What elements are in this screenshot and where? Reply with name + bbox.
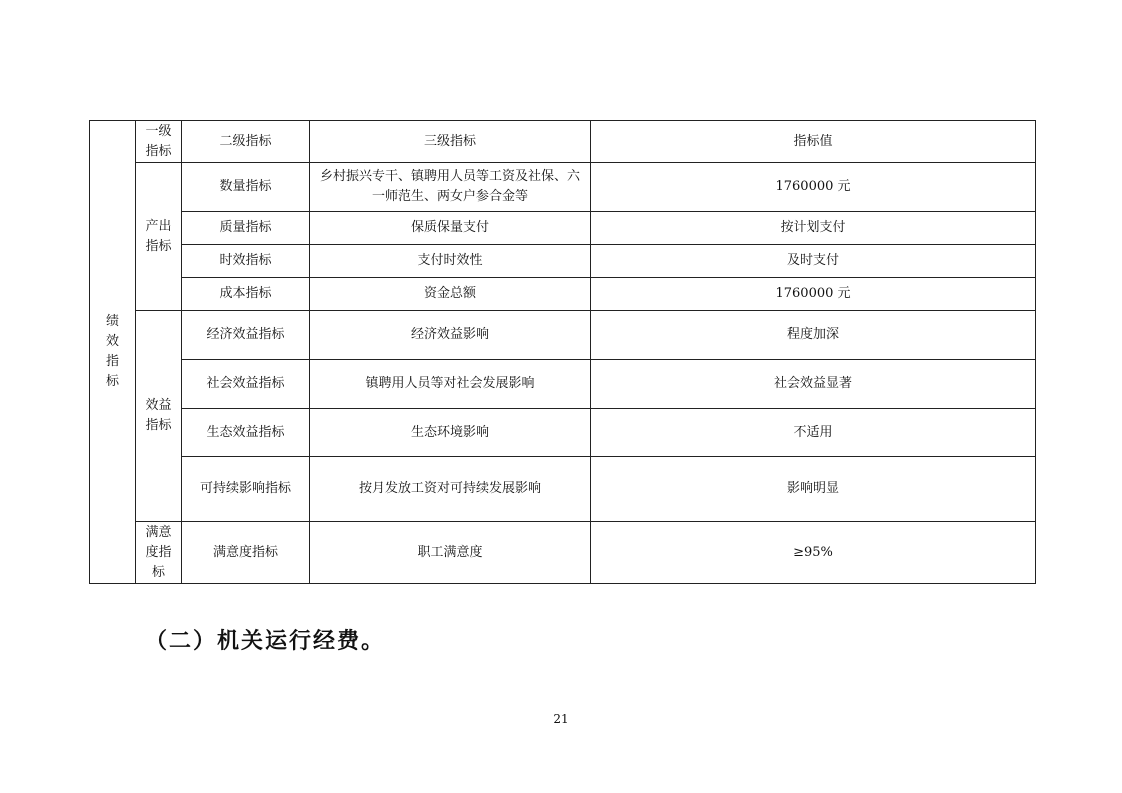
- level2-cell: 成本指标: [182, 278, 310, 311]
- level2-cell: 满意度指标: [182, 522, 310, 584]
- table-row: [90, 212, 1036, 245]
- value-cell: 程度加深: [591, 311, 1036, 360]
- level2-cell: 时效指标: [182, 245, 310, 278]
- value-cell: ≥95%: [591, 522, 1036, 584]
- value-cell: 影响明显: [591, 457, 1036, 522]
- value-cell: 社会效益显著: [591, 360, 1036, 409]
- header-level3: 三级指标: [310, 121, 591, 163]
- level2-cell: 质量指标: [182, 212, 310, 245]
- level3-cell: 按月发放工资对可持续发展影响: [310, 457, 591, 522]
- level2-cell: 经济效益指标: [182, 311, 310, 360]
- level3-cell: 资金总额: [310, 278, 591, 311]
- value-cell: 不适用: [591, 409, 1036, 457]
- group-benefit-label: 效益 指标: [136, 311, 182, 522]
- table-row: [90, 278, 1036, 311]
- header-level1: 一级 指标: [136, 121, 182, 163]
- value-cell: 按计划支付: [591, 212, 1036, 245]
- level3-cell: 经济效益影响: [310, 311, 591, 360]
- page-number: 21: [553, 712, 569, 726]
- header-value: 指标值: [591, 121, 1036, 163]
- value-cell: 1760000 元: [591, 163, 1036, 212]
- performance-indicator-table: [89, 120, 1036, 584]
- value-cell: 1760000 元: [591, 278, 1036, 311]
- table-row: [90, 522, 1036, 584]
- level2-cell: 生态效益指标: [182, 409, 310, 457]
- level3-cell: 职工满意度: [310, 522, 591, 584]
- table-row: [90, 163, 1036, 212]
- table-row: [90, 360, 1036, 409]
- level3-cell: 支付时效性: [310, 245, 591, 278]
- header-level2: 二级指标: [182, 121, 310, 163]
- table-row: [90, 311, 1036, 360]
- table-row: [90, 409, 1036, 457]
- level2-cell: 可持续影响指标: [182, 457, 310, 522]
- group-satisfaction-label: 满意 度指 标: [136, 522, 182, 584]
- value-cell: 及时支付: [591, 245, 1036, 278]
- level2-cell: 数量指标: [182, 163, 310, 212]
- level3-cell: 乡村振兴专干、镇聘用人员等工资及社保、六一师范生、两女户参合金等: [310, 163, 591, 212]
- section-heading: （二）机关运行经费。: [145, 629, 386, 654]
- table-header-row: [90, 121, 1036, 163]
- table-row: [90, 245, 1036, 278]
- table-row: [90, 457, 1036, 522]
- level3-cell: 保质保量支付: [310, 212, 591, 245]
- group-output-label: 产出 指标: [136, 163, 182, 311]
- level3-cell: 生态环境影响: [310, 409, 591, 457]
- level3-cell: 镇聘用人员等对社会发展影响: [310, 360, 591, 409]
- performance-indicator-label: 绩 效 指 标: [90, 121, 136, 584]
- level2-cell: 社会效益指标: [182, 360, 310, 409]
